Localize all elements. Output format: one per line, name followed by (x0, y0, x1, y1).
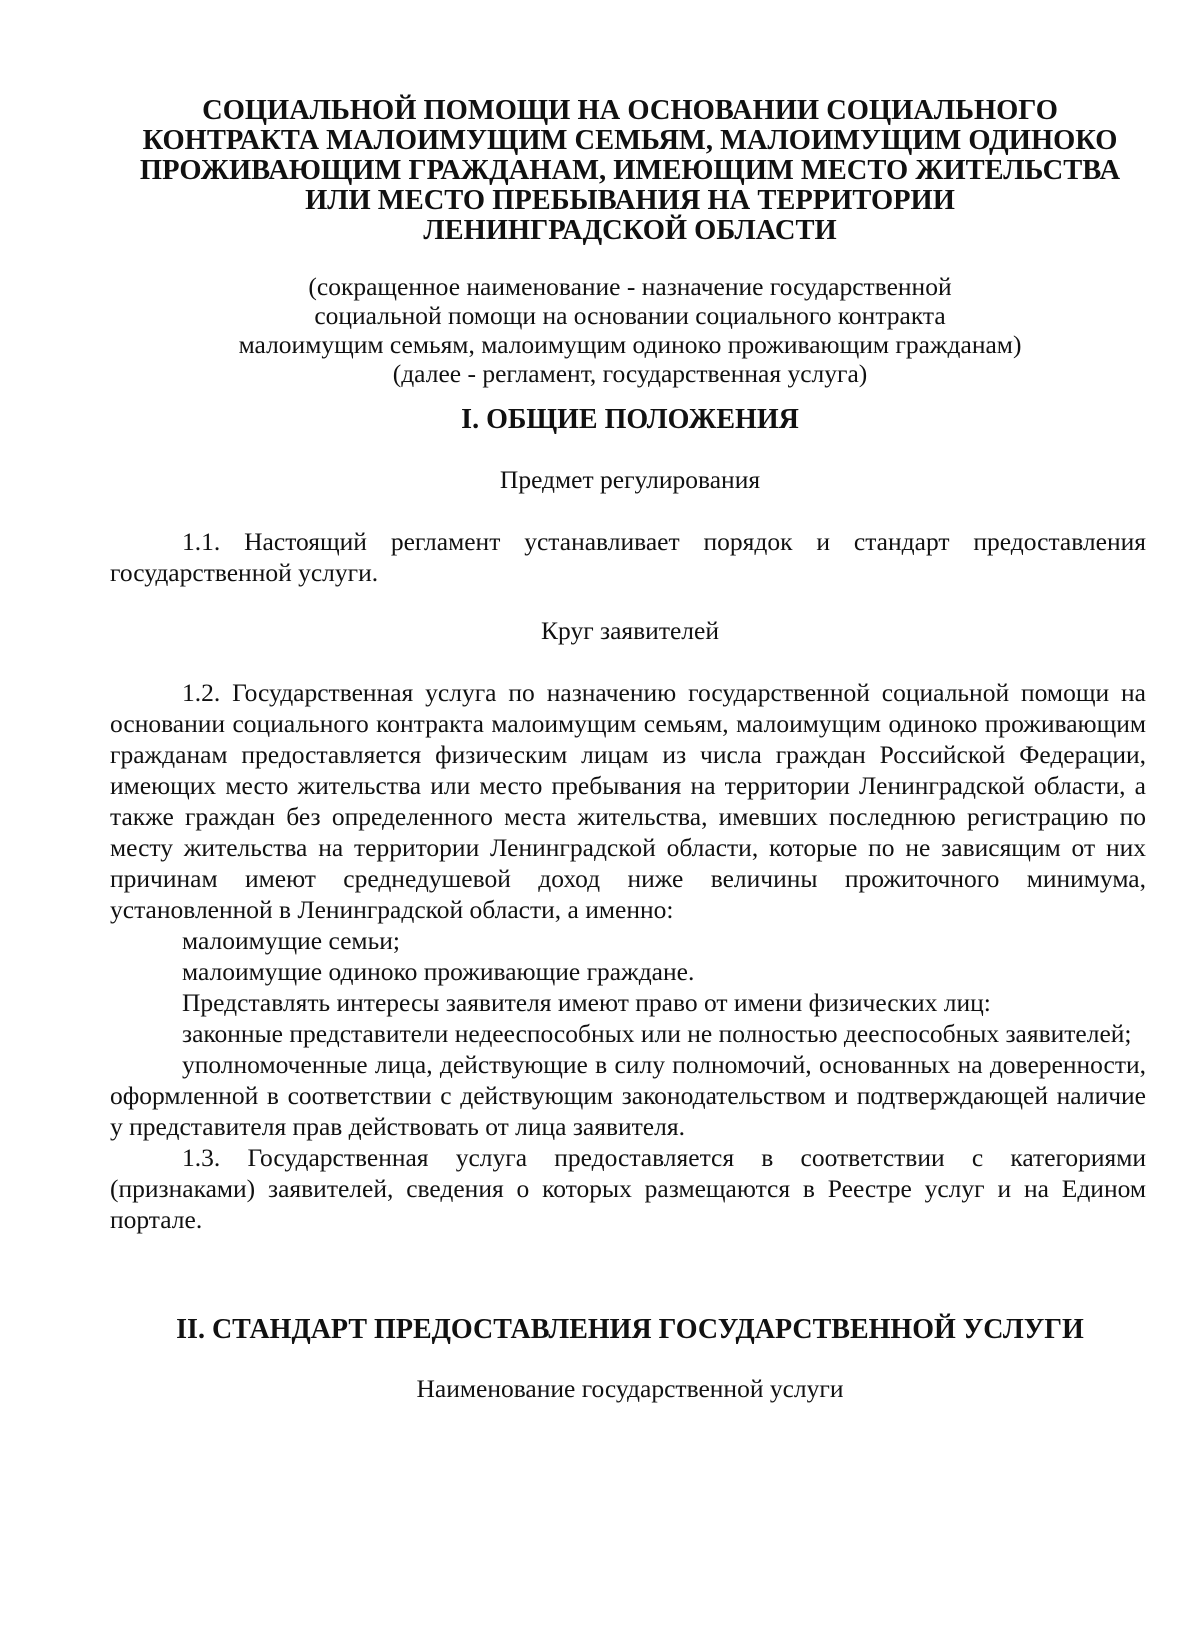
title-line: ИЛИ МЕСТО ПРЕБЫВАНИЯ НА ТЕРРИТОРИИ (305, 185, 955, 216)
document-title (110, 96, 1150, 246)
paragraph-1-1: 1.1. Настоящий регламент устанавливает порядок и стандарт предоставления государственной услуги. (110, 527, 1146, 587)
title-line: КОНТРАКТА МАЛОИМУЩИМ СЕМЬЯМ, МАЛОИМУЩИМ ОДИНОКО (142, 125, 1118, 156)
document-subtitle (110, 272, 1150, 388)
subtitle-line: социальной помощи на основании социального контракта (314, 301, 946, 330)
subtitle-line: (далее - регламент, государственная услуга) (392, 359, 868, 388)
applicants-block (110, 677, 1146, 1235)
paragraph-1-1-block (110, 526, 1146, 588)
title-line: ПРОЖИВАЮЩИМ ГРАЖДАНАМ, ИМЕЮЩИМ МЕСТО ЖИТЕЛЬСТВА (139, 155, 1121, 186)
list-item-families: малоимущие семьи; (182, 926, 400, 955)
paragraph-1-2: 1.2. Государственная услуга по назначению государственной социальной помощи на основании социального контракта малоимущим семьям, малоимущим одиноко проживающим гражданам предоставляется физическим лицам из числа граждан Российской Федерации, имеющих место жительства или место пребывания на территории Ленинградской области, а также граждан без определенного места жительства, имевших последнюю регистрацию по месту жительства на территории Ленинградской области, которые по не зависящим от них причинам имеют среднедушевой доход ниже величины прожиточного минимума, установленной в Ленинградской области, а именно: (110, 678, 1146, 924)
applicants-heading: Круг заявителей (541, 616, 719, 645)
subject-heading: Предмет регулирования (499, 465, 761, 494)
service-name-heading: Наименование государственной услуги (416, 1374, 844, 1403)
list-item-citizens: малоимущие одиноко проживающие граждане. (182, 957, 695, 986)
title-line: ЛЕНИНГРАДСКОЙ ОБЛАСТИ (423, 215, 837, 246)
section-1-heading: I. ОБЩИЕ ПОЛОЖЕНИЯ (461, 404, 799, 435)
section-2-heading: II. СТАНДАРТ ПРЕДОСТАВЛЕНИЯ ГОСУДАРСТВЕННОЙ УСЛУГИ (176, 1314, 1084, 1345)
paragraph-1-3: 1.3. Государственная услуга предоставляется в соответствии с категориями (признаками) заявителей, сведения о которых размещаются в Реестре услуг и на Едином портале. (110, 1143, 1146, 1234)
subtitle-line: малоимущим семьям, малоимущим одиноко проживающим гражданам) (238, 330, 1022, 359)
list-item-authorized-persons: уполномоченные лица, действующие в силу полномочий, основанных на доверенности, оформленной в соответствии с действующим законодательством и подтверждающей наличие у представителя прав действовать от лица заявителя. (110, 1050, 1146, 1141)
representatives-intro: Представлять интересы заявителя имеют право от имени физических лиц: (182, 988, 991, 1017)
title-line: СОЦИАЛЬНОЙ ПОМОЩИ НА ОСНОВАНИИ СОЦИАЛЬНОГО (202, 95, 1058, 126)
list-item-legal-representatives: законные представители недееспособных или не полностью дееспособных заявителей; (182, 1019, 1132, 1048)
subtitle-line: (сокращенное наименование - назначение государственной (308, 272, 952, 301)
